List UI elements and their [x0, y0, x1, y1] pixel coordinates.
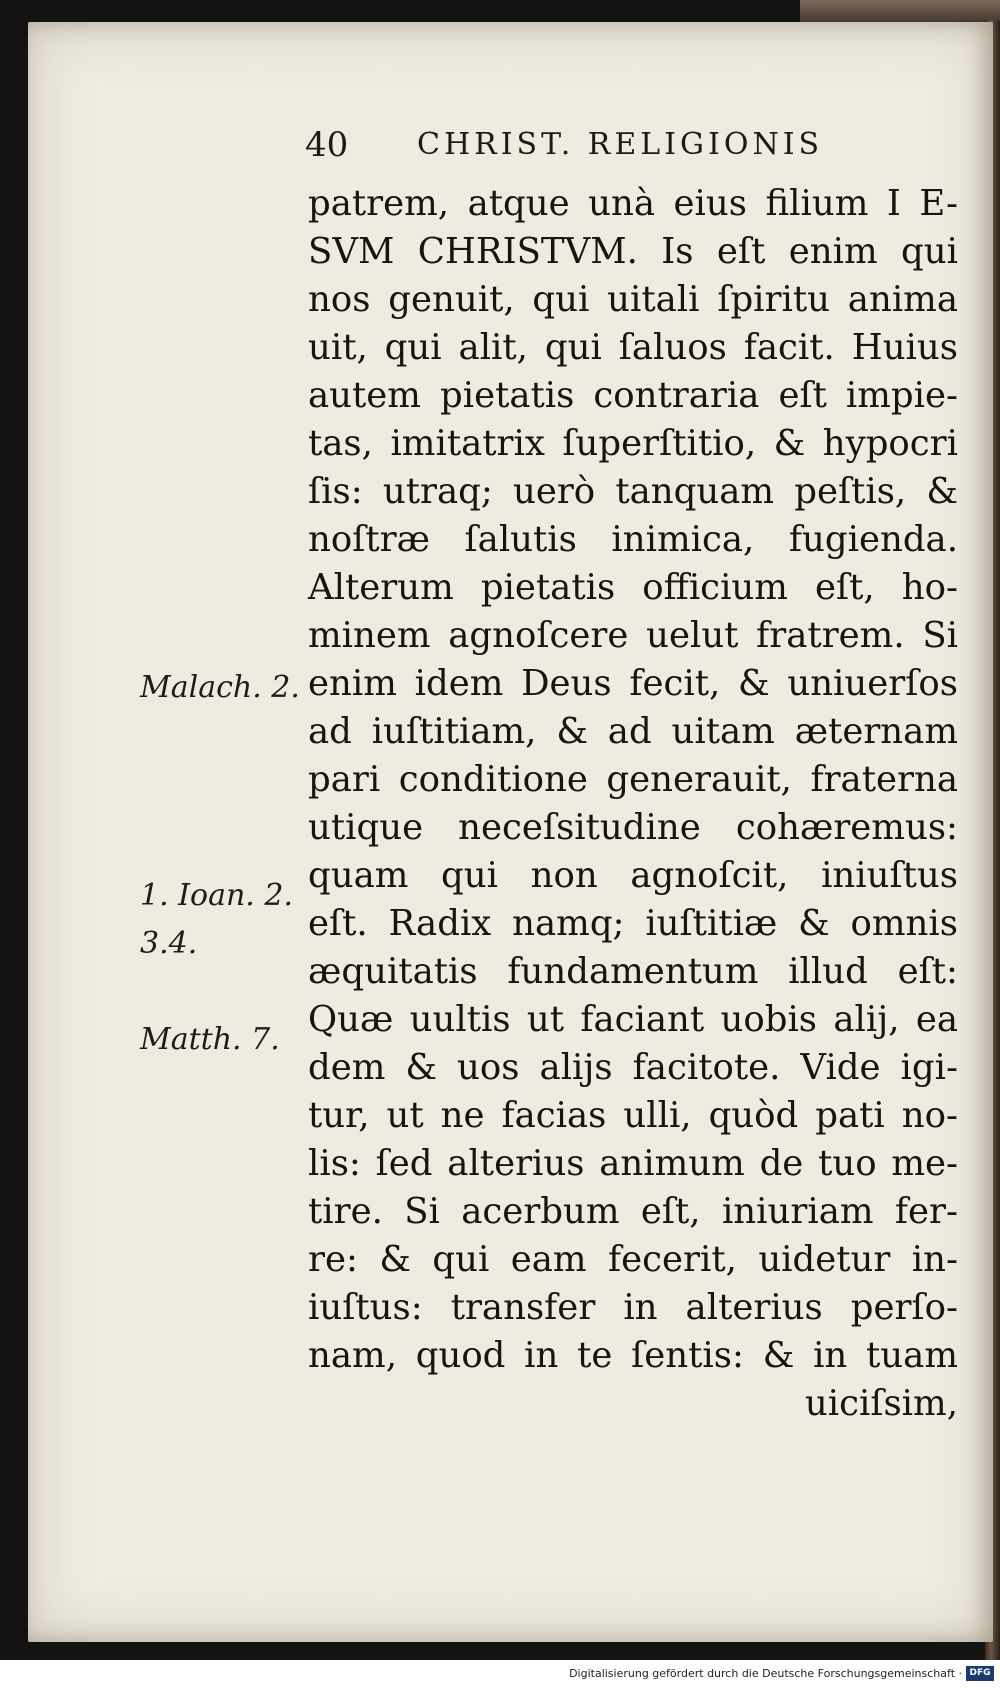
text-line: tur, ut ne facias ulli, quòd pati no-: [308, 1095, 958, 1136]
text-line: lis: ſed alterius animum de tuo me-: [308, 1143, 958, 1184]
text-line: quam qui non agnoſcit, iniuſtus: [308, 855, 958, 896]
margin-note-matthew: Matth. 7.: [140, 1022, 280, 1057]
text-line: Quæ uultis ut faciant uobis alij, ea: [308, 999, 958, 1040]
text-line: SVM CHRISTVM. Is eſt enim qui: [308, 231, 958, 272]
text-line: uit, qui alit, qui ſaluos facit. Huius: [308, 327, 958, 368]
text-line: nos genuit, qui uitali ſpiritu anima: [308, 279, 958, 320]
margin-note-john: 1. Ioan. 2.: [140, 878, 293, 913]
text-line: Alterum pietatis officium eſt, ho-: [308, 567, 958, 608]
text-line: ad iuſtitiam, & ad uitam æternam: [308, 711, 958, 752]
text-line: utique neceſsitudine cohæremus:: [308, 807, 958, 848]
text-line: nam, quod in te ſentis: & in tuam: [308, 1335, 958, 1376]
text-line: patrem, atque unà eius filium I E-: [308, 183, 958, 224]
text-line: minem agnoſcere uelut fratrem. Si: [308, 615, 958, 656]
text-line: autem pietatis contraria eſt impie-: [308, 375, 958, 416]
text-line: pari conditione generauit, fraterna: [308, 759, 958, 800]
catchword-line: uiciſsim,: [804, 1383, 958, 1424]
text-line: iuſtus: transfer in alterius perſo-: [308, 1287, 958, 1328]
text-line: tire. Si acerbum eſt, iniuriam fer-: [308, 1191, 958, 1232]
dfg-logo: DFG: [966, 1666, 994, 1681]
funding-credit: Digitalisierung gefördert durch die Deutsche Forschungsgemeinschaft ·: [569, 1667, 962, 1680]
page-header: [305, 125, 905, 175]
margin-note-malachi: Malach. 2.: [140, 670, 300, 705]
text-line: enim idem Deus fecit, & uniuerſos: [308, 663, 958, 704]
digitization-footer: [0, 1660, 1000, 1690]
text-line: eſt. Radix namq; iuſtitiæ & omnis: [308, 903, 958, 944]
text-line: ſis: utraq; uerò tanquam peſtis, &: [308, 471, 958, 512]
text-line: dem & uos alijs facitote. Vide igi-: [308, 1047, 958, 1088]
text-line: noſtræ ſalutis inimica, fugienda.: [308, 519, 958, 560]
margin-note-verses: 3.4.: [140, 926, 198, 961]
text-line: re: & qui eam fecerit, uidetur in-: [308, 1239, 958, 1280]
page-number: 40: [305, 125, 349, 165]
text-line: æquitatis fundamentum illud eſt:: [308, 951, 958, 992]
running-title: CHRIST. RELIGIONIS: [417, 127, 824, 162]
text-line: tas, imitatrix ſuperſtitio, & hypocri: [308, 423, 958, 464]
